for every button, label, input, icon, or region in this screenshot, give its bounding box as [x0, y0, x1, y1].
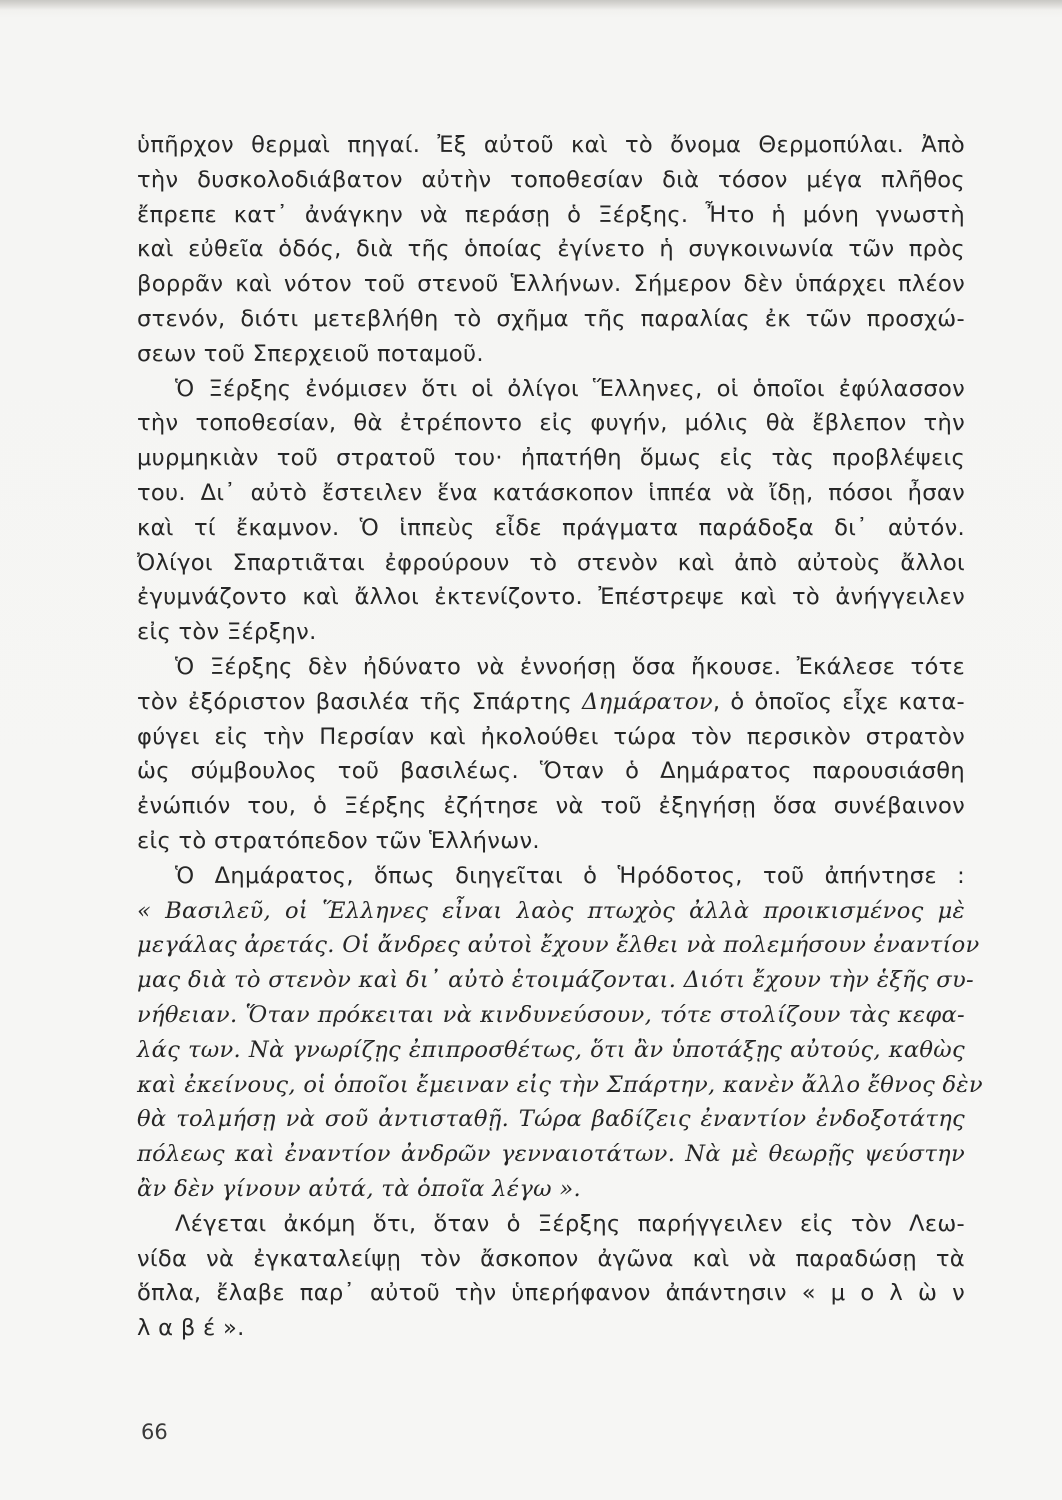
text-line: ὅπλα, ἔλαβε παρ᾽ αὐτοῦ τὴν ὑπερήφανον ἀπάντησιν « μ ο λ ὼ ν	[137, 1280, 965, 1307]
quote-line: θὰ τολμήσῃ νὰ σοῦ ἀντισταθῇ. Τώρα βαδίζεις ἐναντίον ἐνδοξοτάτης	[137, 1106, 965, 1133]
text-line: του. Δι᾽ αὐτὸ ἔστειλεν ἕνα κατάσκοπον ἱππέα νὰ ἴδῃ, πόσοι ἦσαν	[137, 479, 965, 506]
text-line: Ὁ Δημάρατος, ὅπως διηγεῖται ὁ Ἡρόδοτος, τοῦ ἀπήντησε :	[175, 862, 965, 889]
quote-line: πόλεως καὶ ἐναντίον ἀνδρῶν γενναιοτάτων. Νὰ μὲ θεωρῇς ψεύστην	[137, 1141, 965, 1168]
text-line: Λέγεται ἀκόμη ὅτι, ὅταν ὁ Ξέρξης παρήγγειλεν εἰς τὸν Λεω-	[175, 1210, 965, 1237]
text-line: νίδα νὰ ἐγκαταλείψῃ τὸν ἄσκοπον ἀγῶνα καὶ νὰ παραδώσῃ τὰ	[137, 1245, 965, 1272]
quote-line: λάς των. Νὰ γνωρίζῃς ἐπιπροσθέτως, ὅτι ἂν ὑποτάξῃς αὐτούς, καθὼς	[137, 1036, 965, 1063]
text-line: καὶ εὐθεῖα ὁδός, διὰ τῆς ὁποίας ἐγίνετο ἡ συγκοινωνία τῶν πρὸς	[137, 236, 965, 263]
quote-line: μεγάλας ἀρετάς. Οἱ ἄνδρες αὐτοὶ ἔχουν ἔλθει νὰ πολεμήσουν ἐναντίον	[137, 932, 980, 959]
page-number: 66	[141, 1420, 168, 1444]
text-line: φύγει εἰς τὴν Περσίαν καὶ ἠκολούθει τώρα τὸν περσικὸν στρατὸν	[137, 723, 965, 750]
text-fragment: τὸν ἐξόριστον βασιλέα τῆς Σπάρτης	[137, 688, 583, 715]
text-line: τὴν δυσκολοδιάβατον αὐτὴν τοποθεσίαν διὰ τόσον μέγα πλῆθος	[137, 166, 965, 193]
text-line: Ὁ Ξέρξης ἐνόμισεν ὅτι οἱ ὀλίγοι Ἕλληνες, οἱ ὁποῖοι ἐφύλασσον	[175, 375, 965, 402]
text-line: στενόν, διότι μετεβλήθη τὸ σχῆμα τῆς παραλίας ἐκ τῶν προσχώ-	[137, 305, 965, 332]
text-line: Ὁ Ξέρξης δὲν ἠδύνατο νὰ ἐννοήσῃ ὅσα ἤκουσε. Ἐκάλεσε τότε	[175, 653, 965, 680]
text-line: μυρμηκιὰν τοῦ στρατοῦ του· ἠπατήθη ὅμως εἰς τὰς προβλέψεις	[137, 445, 965, 472]
italic-name: Δημάρατον	[582, 688, 713, 715]
quote-line: μας διὰ τὸ στενὸν καὶ δι᾽ αὐτὸ ἑτοιμάζονται. Διότι ἔχουν τὴν ἑξῆς συ-	[137, 967, 974, 994]
text-line: ἐγυμνάζοντο καὶ ἄλλοι ἐκτενίζοντο. Ἐπέστρεψε καὶ τὸ ἀνήγγειλεν	[137, 584, 965, 611]
text-line: σεων τοῦ Σπερχειοῦ ποταμοῦ.	[137, 340, 484, 367]
quote-line: « Βασιλεῦ, οἱ Ἕλληνες εἶναι λαὸς πτωχὸς ἀλλὰ προικισμένος μὲ	[137, 897, 965, 924]
quote-line: καὶ ἐκείνους, οἱ ὁποῖοι ἔμειναν εἰς τὴν Σπάρτην, κανὲν ἄλλο ἔθνος δὲν	[137, 1071, 983, 1098]
text-line: ὡς σύμβουλος τοῦ βασιλέως. Ὅταν ὁ Δημάρατος παρουσιάσθη	[137, 758, 965, 785]
quote-line: νήθειαν. Ὅταν πρόκειται νὰ κινδυνεύσουν, τότε στολίζουν τὰς κεφα-	[137, 1001, 965, 1028]
text-fragment: , ὁ ὁποῖος εἶχε κατα-	[712, 688, 965, 715]
text-line-with-italic	[137, 685, 965, 720]
text-line: εἰς τὸν Ξέρξην.	[137, 619, 317, 646]
text-line: ἐνώπιόν του, ὁ Ξέρξης ἐζήτησε νὰ τοῦ ἐξηγήσῃ ὅσα συνέβαινον	[137, 793, 965, 820]
text-line: λ α β έ ».	[137, 1315, 245, 1342]
text-line: καὶ τί ἔκαμνον. Ὁ ἱππεὺς εἶδε πράγματα παράδοξα δι᾽ αὐτόν.	[137, 514, 965, 541]
page-top-edge	[0, 0, 1062, 10]
text-line: ὑπῆρχον θερμαὶ πηγαί. Ἐξ αὐτοῦ καὶ τὸ ὄνομα Θερμοπύλαι. Ἀπὸ	[137, 132, 965, 158]
text-line: εἰς τὸ στρατόπεδον τῶν Ἑλλήνων.	[137, 827, 540, 854]
text-line: τὴν τοποθεσίαν, θὰ ἐτρέποντο εἰς φυγήν, μόλις θὰ ἔβλεπον τὴν	[137, 410, 965, 437]
text-line: ἔπρεπε κατ᾽ ἀνάγκην νὰ περάσῃ ὁ Ξέρξης. Ἦτο ἡ μόνη γνωστὴ	[137, 201, 965, 228]
quote-line: ἂν δὲν γίνουν αὐτά, τὰ ὁποῖα λέγω ».	[137, 1175, 581, 1202]
text-line: βορρᾶν καὶ νότον τοῦ στενοῦ Ἑλλήνων. Σήμερον δὲν ὑπάρχει πλέον	[137, 271, 965, 298]
body-text	[137, 128, 983, 1346]
text-line: Ὀλίγοι Σπαρτιᾶται ἐφρούρουν τὸ στενὸν καὶ ἀπὸ αὐτοὺς ἄλλοι	[137, 549, 965, 576]
